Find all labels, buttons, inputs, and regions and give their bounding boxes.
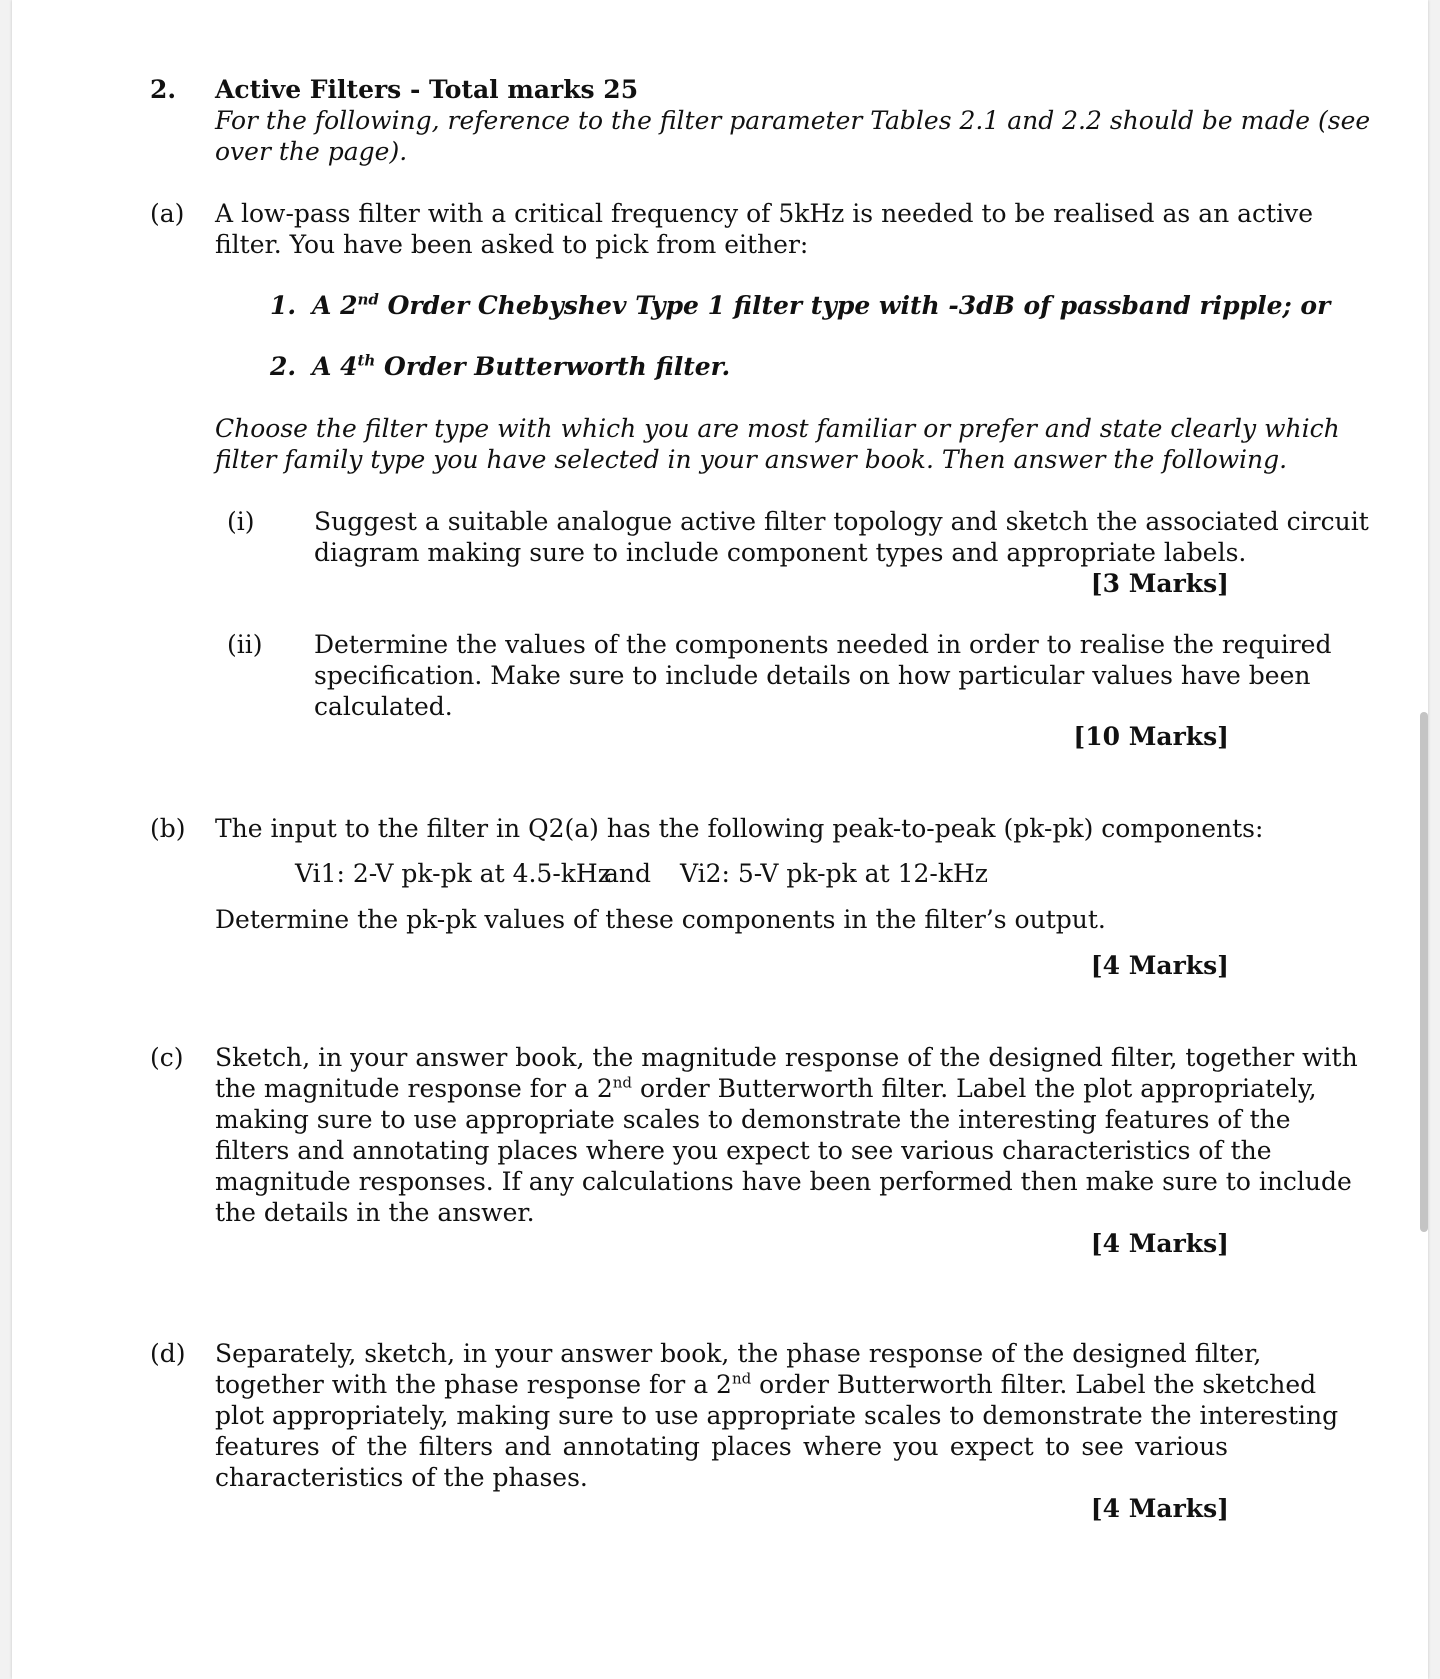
part-a-text: A low-pass filter with a critical frequency of 5kHz is needed to be realised as an active bbox=[215, 199, 1314, 228]
option-text: A 4th Order Butterworth filter. bbox=[312, 351, 731, 381]
option-text: A 2nd Order Chebyshev Type 1 filter type with -3dB of passband ripple; or bbox=[312, 290, 1331, 320]
option-number: 1. bbox=[270, 291, 297, 320]
part-a-text: filter. You have been asked to pick from either: bbox=[215, 230, 809, 259]
part-c-text: the details in the answer. bbox=[215, 1198, 535, 1227]
intro-text: over the page). bbox=[215, 137, 408, 166]
part-d-text: characteristics of the phases. bbox=[215, 1463, 588, 1492]
part-d-text: plot appropriately, making sure to use appropriate scales to demonstrate the interesting bbox=[215, 1401, 1339, 1430]
subpart-label: (ii) bbox=[227, 630, 263, 659]
part-b-text: Determine the pk-pk values of these components in the filter’s output. bbox=[215, 905, 1106, 934]
conjunction: and bbox=[604, 859, 652, 888]
subpart-label: (i) bbox=[227, 507, 255, 536]
subpart-text: specification. Make sure to include details on how particular values have been bbox=[314, 661, 1311, 690]
vertical-scrollbar[interactable] bbox=[1420, 712, 1428, 1232]
part-c-text: making sure to use appropriate scales to demonstrate the interesting features of the bbox=[215, 1105, 1291, 1134]
subpart-text: Suggest a suitable analogue active filter topology and sketch the associated circuit bbox=[314, 507, 1369, 536]
input-component: Vi2: 5-V pk-pk at 12-kHz bbox=[680, 859, 988, 888]
intro-text: For the following, reference to the filter parameter Tables 2.1 and 2.2 should be made (see bbox=[215, 106, 1371, 135]
marks-label: [4 Marks] bbox=[1090, 1229, 1229, 1258]
document-page bbox=[12, 0, 1428, 1679]
part-label: (b) bbox=[150, 814, 186, 843]
marks-label: [3 Marks] bbox=[1090, 569, 1229, 598]
marks-label: [4 Marks] bbox=[1090, 1494, 1229, 1523]
part-label: (c) bbox=[150, 1043, 184, 1072]
subpart-text: Determine the values of the components needed in order to realise the required bbox=[314, 630, 1332, 659]
part-c-text: Sketch, in your answer book, the magnitude response of the designed filter, together with bbox=[215, 1043, 1358, 1072]
marks-label: [4 Marks] bbox=[1090, 951, 1229, 980]
part-label: (a) bbox=[150, 199, 185, 228]
part-d-text: Separately, sketch, in your answer book, the phase response of the designed filter, bbox=[215, 1339, 1262, 1368]
part-label: (d) bbox=[150, 1339, 186, 1368]
part-c-text: magnitude responses. If any calculations have been performed then make sure to include bbox=[215, 1167, 1352, 1196]
instruction-text: Choose the filter type with which you are most familiar or prefer and state clearly which bbox=[215, 414, 1340, 443]
option-number: 2. bbox=[270, 352, 297, 381]
instruction-text: filter family type you have selected in your answer book. Then answer the following. bbox=[215, 445, 1288, 474]
subpart-text: diagram making sure to include component types and appropriate labels. bbox=[314, 538, 1247, 567]
marks-label: [10 Marks] bbox=[1073, 722, 1229, 751]
question-number: 2. bbox=[150, 75, 177, 104]
part-d-text: features of the filters and annotating places where you expect to see various bbox=[215, 1432, 1228, 1461]
subpart-text: calculated. bbox=[314, 692, 453, 721]
part-d-text: together with the phase response for a 2nd order Butterworth filter. Label the sketched bbox=[215, 1369, 1317, 1399]
question-title: Active Filters - Total marks 25 bbox=[215, 75, 639, 104]
part-c-text: the magnitude response for a 2nd order Butterworth filter. Label the plot appropriately, bbox=[215, 1073, 1317, 1103]
part-c-text: filters and annotating places where you expect to see various characteristics of the bbox=[215, 1136, 1272, 1165]
part-b-text: The input to the filter in Q2(a) has the following peak-to-peak (pk-pk) components: bbox=[215, 814, 1264, 843]
input-component: Vi1: 2-V pk-pk at 4.5-kHz bbox=[295, 859, 611, 888]
